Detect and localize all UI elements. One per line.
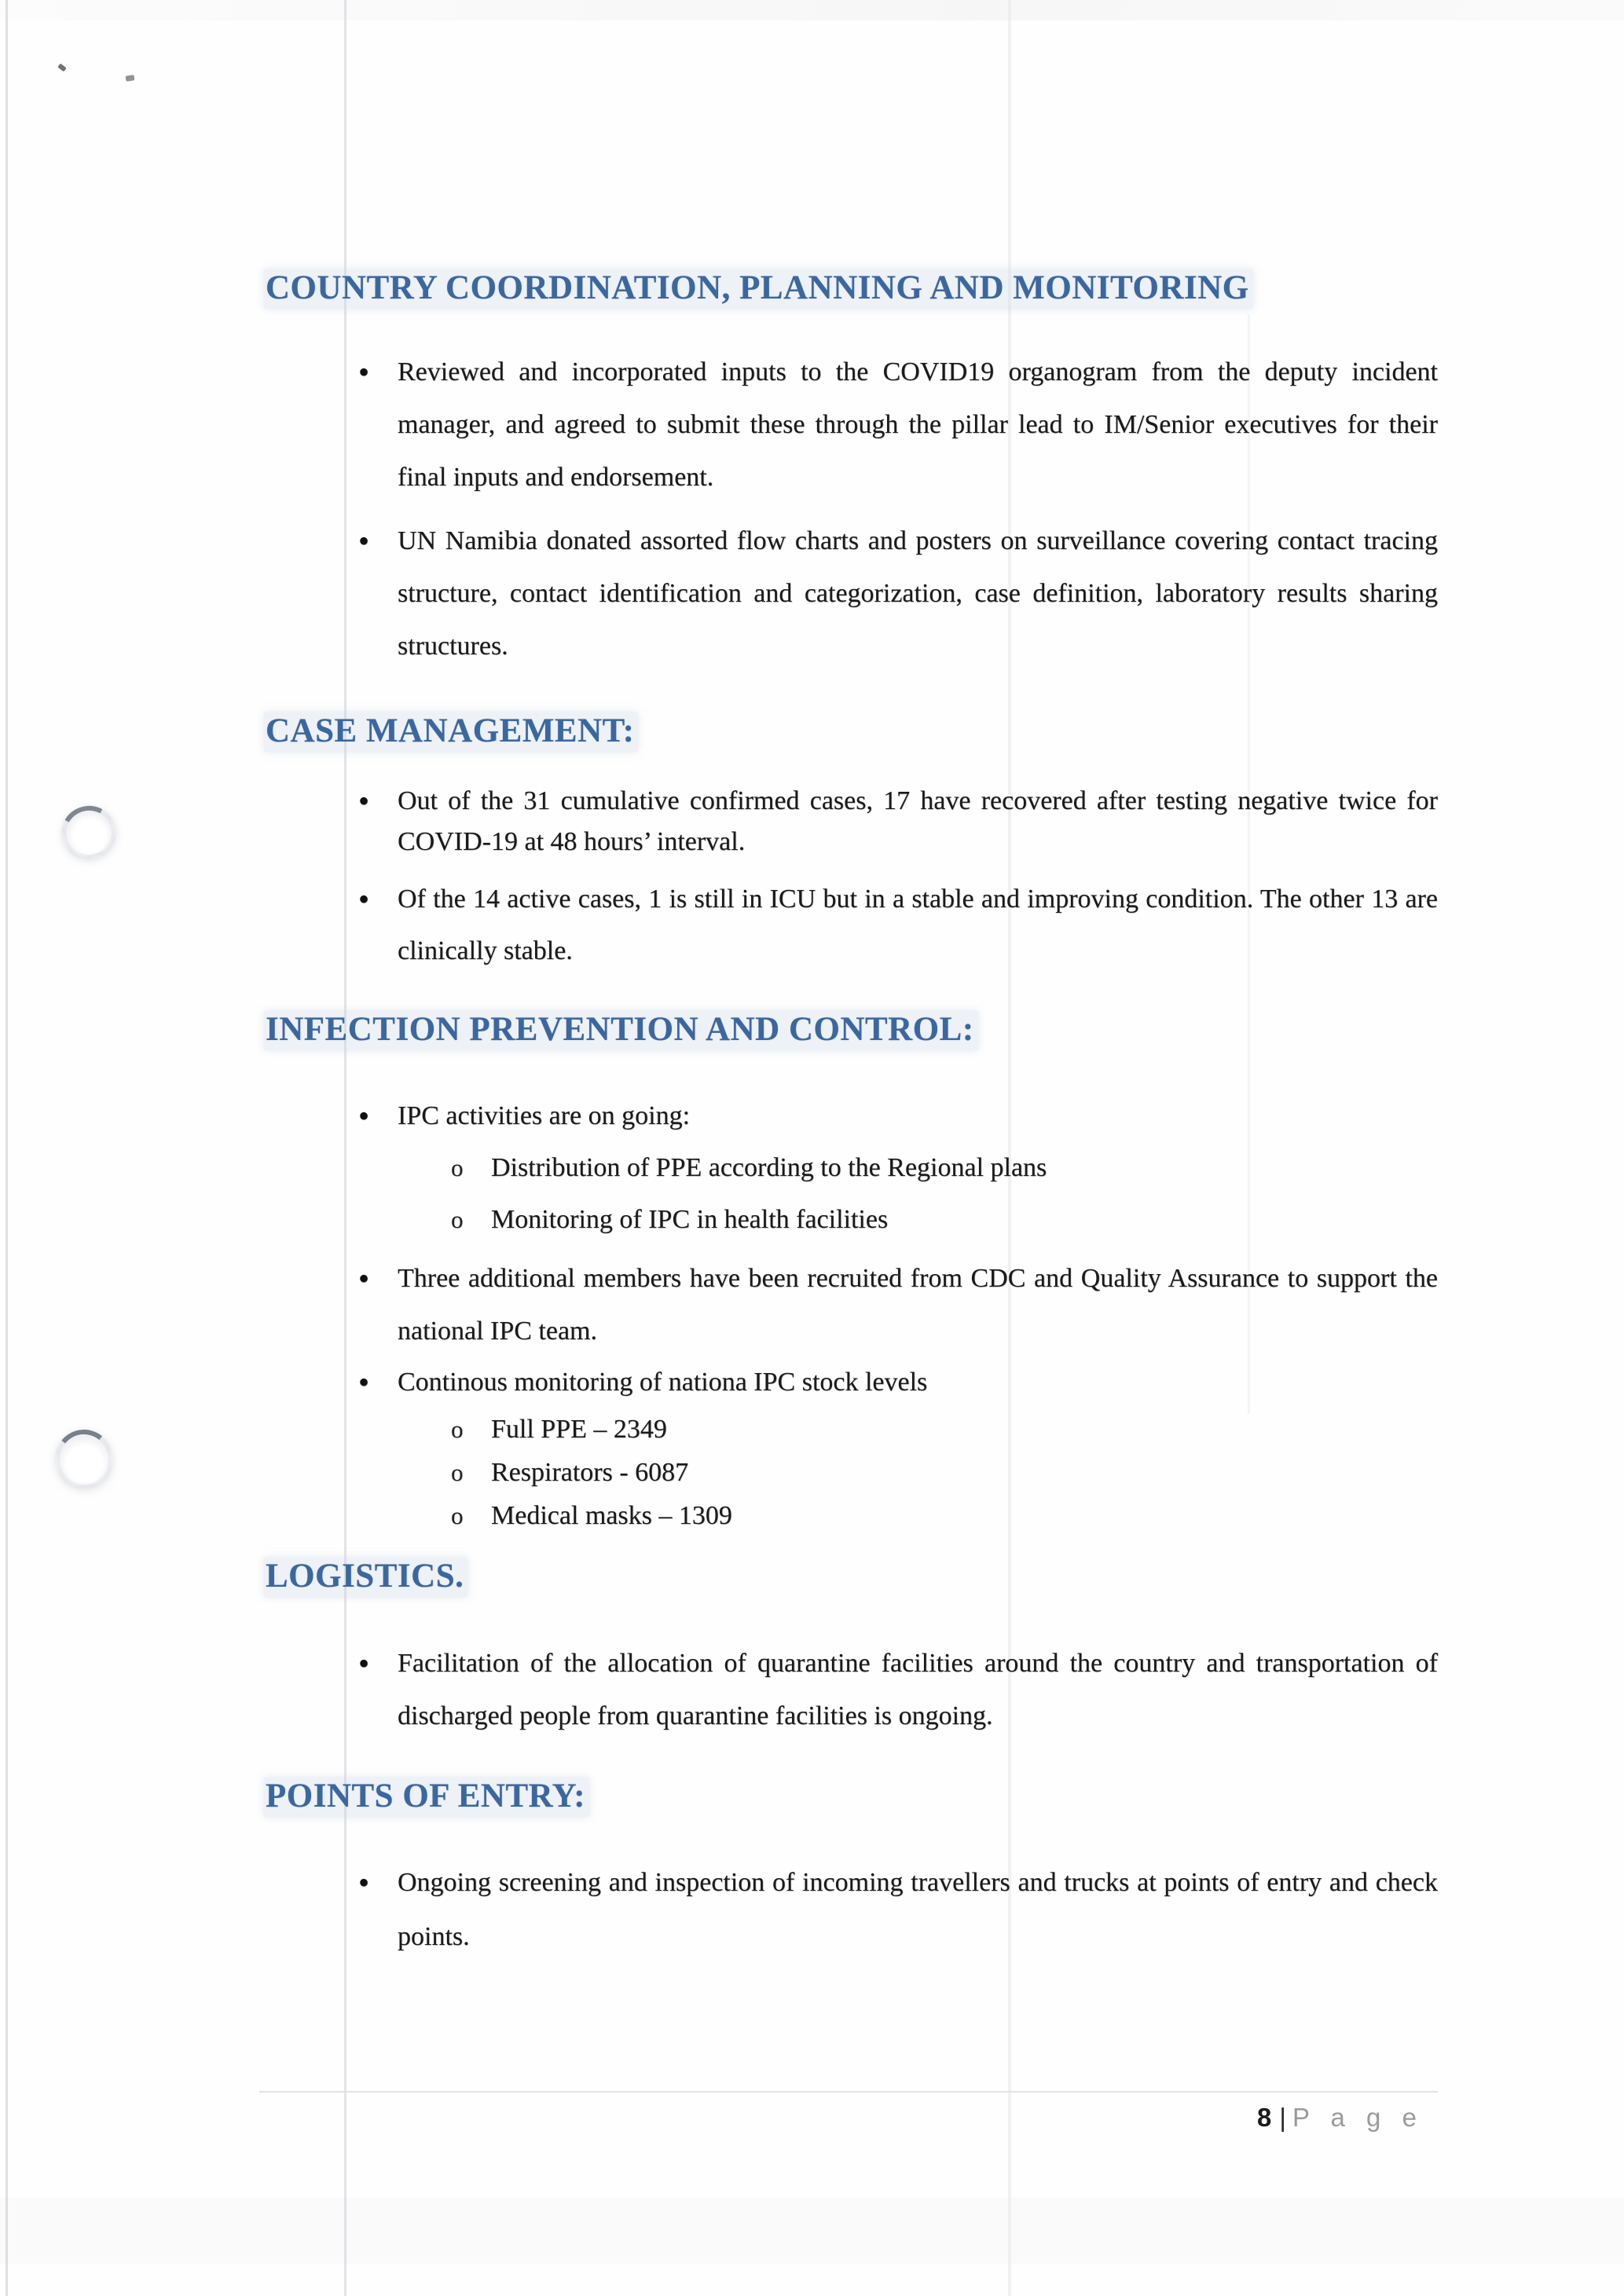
bullet-text: • Continous monitoring of nationa IPC stock levels [398,1368,928,1397]
page-footer [1257,2102,1509,2133]
bullet-item [264,1359,1438,1537]
section-heading: INFECTION PREVENTION AND CONTROL: [264,1010,978,1049]
bullet-item [264,1092,1438,1246]
footer-divider [259,2091,1438,2093]
bullet-item [264,781,1438,862]
bullet-text: • Out of the 31 cumulative confirmed cases, 17 have recovered after testing negative twice for COVID-19 at 48 hours’ interval. [398,786,1438,856]
bullet-item [264,1637,1438,1742]
bullet-list [264,1092,1438,1548]
bullet-text: • UN Namibia donated assorted flow charts and posters on surveillance covering contact tracing structure, contact identification and categorization, case definition, laboratory results sharing structures. [398,526,1438,661]
bullet-item [264,346,1438,504]
bullet-text: • Facilitation of the allocation of quarantine facilities around the country and transportation of discharged people from quarantine facilities is ongoing. [398,1649,1438,1730]
section-heading: POINTS OF ENTRY: [264,1777,589,1816]
bullet-item [264,873,1438,977]
footer-separator: | [1279,2103,1286,2132]
bullet-item [264,1855,1438,1964]
scan-top-shade [0,0,1624,20]
sub-bullet-item: o Medical masks – 1309 [398,1494,1438,1537]
sub-bullet-item: o Full PPE – 2349 [398,1408,1438,1451]
bullet-item [264,1252,1438,1357]
section-heading: COUNTRY COORDINATION, PLANNING AND MONITORING [264,269,1253,308]
section-heading: LOGISTICS. [264,1557,467,1596]
page-edge-line [5,0,8,2296]
bullet-list [264,1637,1438,1753]
scan-speck [57,64,67,72]
sub-bullet-list [398,1408,1438,1537]
bullet-text: • Reviewed and incorporated inputs to the COVID19 organogram from the deputy incident manager, and agreed to submit these through the pillar lead to IM/Senior executives for their final inputs and endorsement. [398,357,1438,492]
binding-hole-artifact [55,800,123,866]
bullet-list [264,346,1438,683]
section-heading: CASE MANAGEMENT: [264,712,638,751]
bullet-text: • IPC activities are on going: [398,1101,691,1130]
scan-speck [126,75,135,81]
bullet-text: • Of the 14 active cases, 1 is still in ICU but in a stable and improving condition. The other 13 are clinically stable. [398,884,1438,965]
bullet-item [264,514,1438,672]
sub-bullet-item: o Distribution of PPE according to the Regional plans [398,1142,1438,1194]
sub-bullet-item: o Respirators - 6087 [398,1451,1438,1494]
binding-hole-artifact [52,1426,116,1492]
bullet-list [264,781,1438,988]
bullet-text: • Ongoing screening and inspection of incoming travellers and trucks at points of entry and check points. [398,1868,1438,1951]
bullet-list [264,1855,1438,1975]
sub-bullet-list [398,1142,1438,1246]
page-label: P a g e [1292,2103,1424,2132]
page-number: 8 [1257,2103,1272,2132]
bullet-text: • Three additional members have been recruited from CDC and Quality Assurance to support the national IPC team. [398,1264,1438,1346]
sub-bullet-item: o Monitoring of IPC in health facilities [398,1194,1438,1246]
scan-bottom-shade [0,2198,1624,2264]
